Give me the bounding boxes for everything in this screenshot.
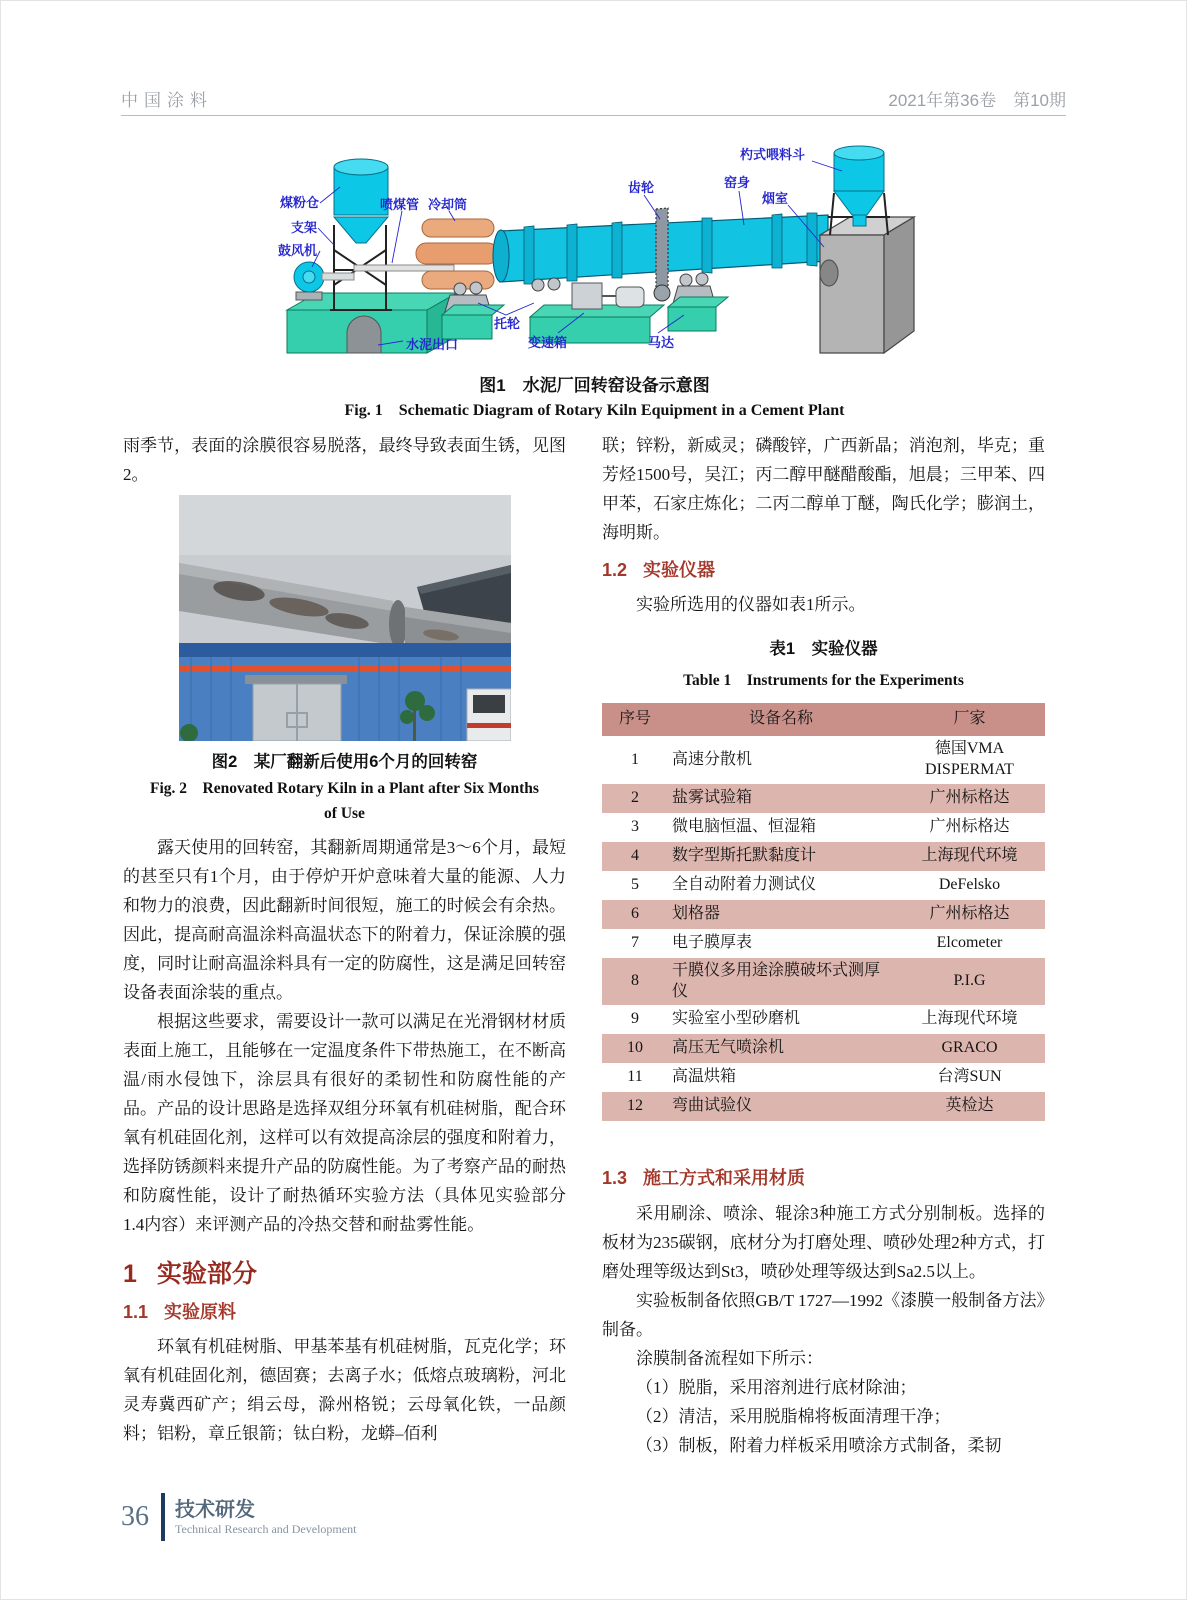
cell-vendor: P.I.G (894, 958, 1045, 1006)
cell-name: 微电脑恒温、恒湿箱 (672, 817, 817, 835)
cell-no: 10 (602, 1034, 668, 1063)
paragraph: 根据这些要求，需要设计一款可以满足在光滑钢材材质表面上施工，且能够在一定温度条件下带热施工，在不断高温/雨水侵蚀下，涂层具有很好的柔韧性和防腐性能的产品。产品的设计思路是选择双组分环氧有机硅树脂，配合环氧有机硅固化剂，这样可以有效提高涂层的强度和附着力，选择防锈颜料来提升产品的防腐性能。为了考察产品的耐热和防腐性能，设计了耐热循环实验方法（具体见实验部分1.4内容）来评测产品的冷热交替和耐盐雾性能。 (123, 1011, 566, 1234)
cell-no: 3 (631, 817, 639, 835)
cell-name: 高温烘箱 (672, 1068, 737, 1086)
section-number: 1.2 (602, 560, 628, 580)
paragraph: 实验所选用的仪器如表1所示。 (636, 595, 866, 615)
label-gearbox: 变速箱 (528, 335, 568, 350)
smoke-chamber-shape (820, 217, 914, 353)
figure1-caption-zh: 图1 水泥厂回转窑设备示意图 (479, 376, 710, 395)
coal-pipe-shape (354, 265, 454, 271)
figure-2 (123, 495, 566, 827)
cell-vendor: 德国VMA DISPERMAT (925, 740, 1014, 778)
issue-info: 2021年第36卷 第10期 (888, 91, 1066, 110)
cell-no: 6 (602, 900, 668, 929)
col-header-no: 序号 (602, 703, 668, 736)
cell-vendor: 广州标格达 (894, 784, 1045, 813)
journal-title: 中国涂料 (121, 91, 213, 110)
section-number: 1.1 (123, 1301, 149, 1322)
paragraph: 露天使用的回转窑，其翻新周期通常是3～6个月，最短的甚至只有1个月，由于停炉开炉意味着大量的能源、人力和物力的浪费，因此翻新时间很短，施工的时候会有余热。因此，提高耐高温涂料高温状态下的附着力，保证涂膜的强度，同时让耐高温涂料具有一定的防腐性，这是满足回转窑设备表面涂装的重点。 (123, 837, 566, 1002)
cell-no: 2 (602, 784, 668, 813)
paragraph: 采用刷涂、喷涂、辊涂3种施工方式分别制板。选择的板材为235碳钢，底材分为打磨处理、喷砂处理2种方式，打磨处理等级达到St3，喷砂处理等级达到Sa2.5以上。 (602, 1203, 1045, 1281)
table-row (602, 900, 1045, 929)
cell-no: 8 (602, 958, 668, 1006)
cell-no: 9 (631, 1010, 639, 1028)
label-coal-pipe: 喷煤管 (380, 197, 420, 212)
page-number: 36 (121, 1501, 149, 1532)
section-number: 1.3 (602, 1168, 628, 1189)
cell-name: 全自动附着力测试仪 (672, 875, 817, 893)
building-shape (179, 643, 511, 741)
label-support-frame: 支架 (291, 220, 318, 235)
table-header-row (602, 703, 1045, 736)
col-header-vendor: 厂家 (894, 703, 1045, 736)
rotary-kiln-diagram (272, 125, 917, 365)
footer-column (175, 1498, 356, 1537)
left-column (123, 431, 566, 1460)
cell-name: 电子膜厚表 (672, 933, 753, 951)
table-row (602, 871, 1045, 900)
cell-no: 7 (631, 933, 639, 951)
cell-vendor: 广州标格达 (929, 817, 1010, 835)
label-cooling-cyl: 冷却筒 (428, 197, 468, 212)
col-header-name: 设备名称 (668, 703, 894, 736)
sky-upper (179, 495, 511, 555)
label-support-roller: 托轮 (494, 316, 521, 331)
right-column (602, 431, 1045, 1460)
cell-vendor: 上海现代环境 (921, 1010, 1018, 1028)
cell-no: 12 (602, 1092, 668, 1121)
label-cement-outlet: 水泥出口 (406, 337, 459, 352)
footer-column-zh: 技术研发 (175, 1498, 255, 1521)
label-gear: 齿轮 (628, 180, 655, 195)
footer-divider (161, 1493, 165, 1541)
drive-base-shape (530, 278, 664, 343)
label-motor: 马达 (648, 335, 675, 350)
page-footer (121, 1493, 356, 1541)
support-roller-right-shape (668, 273, 728, 331)
paragraph: 涂膜制备流程如下所示： (636, 1348, 823, 1368)
section-1-heading (123, 1259, 566, 1289)
paragraph: （2）清洁，采用脱脂棉将板面清理干净； (636, 1406, 951, 1426)
body-columns (123, 431, 1045, 1460)
rotary-kiln-photo (179, 495, 511, 741)
figure1-caption-en: Fig. 1 Schematic Diagram of Rotary Kiln Equipment in a Cement Plant (344, 402, 845, 419)
section-1-1-heading (123, 1301, 566, 1324)
section-title: 实验原料 (164, 1301, 237, 1322)
table1-title-zh: 表1 实验仪器 (769, 640, 878, 659)
door-awning (245, 675, 347, 684)
section-title: 实验部分 (156, 1259, 257, 1288)
cell-name: 干膜仪多用途涂膜破坏式测厚仪 (668, 958, 894, 1006)
footer-column-en: Technical Research and Development (175, 1521, 357, 1536)
table-row (602, 784, 1045, 813)
cell-no: 11 (627, 1068, 643, 1086)
cell-vendor: Elcometer (936, 933, 1003, 951)
paragraph: 环氧有机硅树脂、甲基苯基有机硅树脂，瓦克化学；环氧有机硅固化剂，德固赛；去离子水；低熔点玻璃粉，河北灵寿冀西矿产；绢云母，滁州格锐；云母氧化铁，一品颜料；铝粉，章丘银箭；钛白粉，龙蟒–佰利 (123, 1336, 566, 1443)
table1-title-en: Table 1 Instruments for the Experiments (683, 672, 964, 690)
cell-name: 高速分散机 (672, 750, 753, 768)
paragraph: 雨季节，表面的涂膜很容易脱落，最终导致表面生锈，见图2。 (123, 436, 566, 484)
paragraph: （1）脱脂，采用溶剂进行底材除油； (636, 1377, 917, 1397)
section-title: 施工方式和采用材质 (643, 1168, 806, 1189)
cell-vendor: GRACO (894, 1034, 1045, 1063)
cell-no: 1 (631, 750, 639, 768)
paragraph: （3）制板，附着力样板采用喷涂方式制备，柔韧 (636, 1435, 1002, 1455)
cell-vendor: 广州标格达 (894, 900, 1045, 929)
table-row (602, 1063, 1045, 1092)
motor-shape (616, 287, 644, 307)
page-header (121, 81, 1066, 116)
label-kiln-body: 窑身 (724, 175, 751, 190)
truck-shape (467, 689, 511, 741)
table-row (602, 958, 1045, 1006)
cell-name: 划格器 (668, 900, 894, 929)
paragraph: 联；锌粉，新威灵；磷酸锌，广西新晶；消泡剂，毕克；重芳烃1500号，吴江；丙二醇甲醚醋酸酯，旭晨；三甲苯、四甲苯，石家庄炼化；二丙二醇单丁醚，陶氏化学；膨润土，海明斯。 (602, 436, 1045, 542)
cell-no: 4 (602, 842, 668, 871)
gearbox-shape (572, 283, 602, 309)
cell-name: 数字型斯托默黏度计 (668, 842, 894, 871)
cell-vendor: DeFelsko (938, 875, 1001, 893)
cooling-cylinders-shape (416, 219, 498, 289)
cell-vendor: 台湾SUN (937, 1068, 1002, 1086)
table-row (602, 736, 1045, 784)
cell-name: 弯曲试验仪 (668, 1092, 894, 1121)
table-row (602, 1092, 1045, 1121)
section-title: 实验仪器 (643, 560, 716, 580)
label-smoke-chamber: 烟室 (762, 191, 789, 206)
table-row (602, 842, 1045, 871)
label-coal-bin: 煤粉仓 (280, 195, 320, 210)
cell-no: 5 (631, 875, 639, 893)
cell-name: 高压无气喷涂机 (668, 1034, 894, 1063)
figure2-caption-en-line1: Fig. 2 Renovated Rotary Kiln in a Plant after Six Months (150, 780, 539, 797)
cell-vendor: 英检达 (894, 1092, 1045, 1121)
paragraph: 实验板制备依照GB/T 1727—1992《漆膜一般制备方法》制备。 (602, 1290, 1045, 1339)
figure-1 (1, 125, 1187, 424)
table-row (602, 813, 1045, 842)
table-row (602, 1034, 1045, 1063)
cement-outlet-arch (347, 316, 381, 353)
figure2-caption-zh: 图2 某厂翻新后使用6个月的回转窑 (211, 753, 478, 771)
cell-name: 实验室小型砂磨机 (672, 1010, 801, 1028)
cell-vendor: 上海现代环境 (894, 842, 1045, 871)
figure2-caption-en-line2: of Use (324, 804, 365, 822)
instruments-table (602, 703, 1045, 1121)
section-1-2-heading (602, 559, 1045, 582)
label-blower: 鼓风机 (278, 243, 318, 258)
gear-shape (654, 208, 670, 301)
section-1-3-heading (602, 1167, 1045, 1190)
label-feed-hopper: 杓式喂料斗 (740, 147, 806, 162)
table-row (602, 929, 1045, 958)
cell-name: 盐雾试验箱 (668, 784, 894, 813)
table-row (602, 1005, 1045, 1034)
section-number: 1 (123, 1259, 137, 1288)
